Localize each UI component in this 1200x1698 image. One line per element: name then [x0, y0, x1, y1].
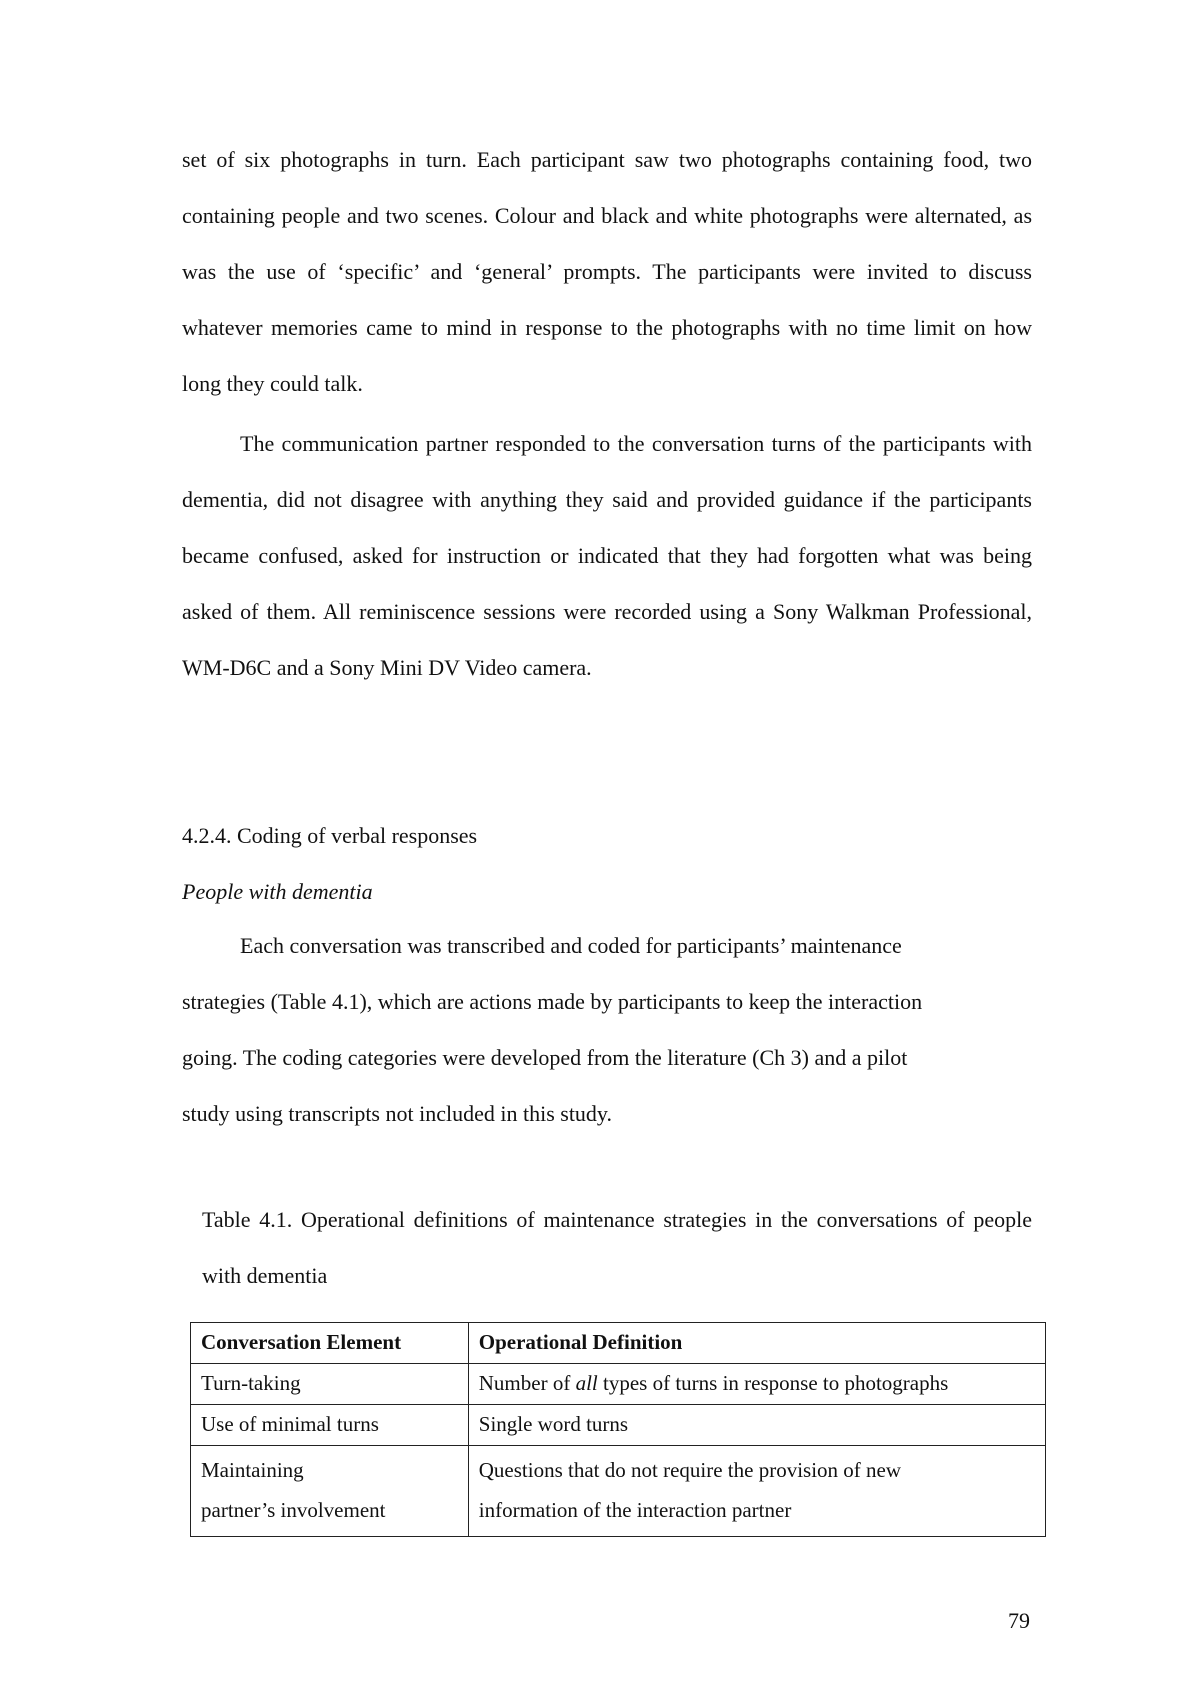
- definition-text: Number of: [478, 1371, 576, 1395]
- element-line: Maintaining: [201, 1458, 304, 1482]
- paragraph-3-line: Each conversation was transcribed and coded for participants’ maintenance: [240, 933, 902, 958]
- body-paragraph-2: The communication partner responded to the conversation turns of the participants with dementia, did not disagree with anything they said and provided guidance if the participants became confused, asked for instruction or indicated that they had forgotten what was being asked of them. All reminiscence sessions were recorded using a Sony Walkman Professional, WM-D6C and a Sony Mini DV Video camera.: [182, 431, 1032, 680]
- table-row: [191, 1405, 1046, 1446]
- table-caption: Table 4.1. Operational definitions of maintenance strategies in the conversations of people with dementia: [202, 1207, 1032, 1288]
- column-header-element: Conversation Element: [191, 1323, 469, 1364]
- body-paragraph-3: [182, 918, 1032, 1142]
- definition-emphasis: all: [575, 1371, 598, 1395]
- section-heading: 4.2.4. Coding of verbal responses: [182, 823, 478, 848]
- element-line: partner’s involvement: [201, 1498, 386, 1522]
- element-cell: [191, 1446, 469, 1537]
- paragraph-3-line: going. The coding categories were developed from the literature (Ch 3) and a pilot: [182, 1045, 908, 1070]
- paragraph-3-line: strategies (Table 4.1), which are actions made by participants to keep the interaction: [182, 989, 923, 1014]
- element-cell: Turn-taking: [191, 1364, 469, 1405]
- paragraph-3-line: study using transcripts not included in this study.: [182, 1101, 612, 1126]
- page-number: 79: [1008, 1608, 1030, 1633]
- definition-text: types of turns in response to photographs: [597, 1371, 949, 1395]
- column-header-definition: Operational Definition: [468, 1323, 1045, 1364]
- subheading: People with dementia: [182, 879, 373, 904]
- definition-cell: Single word turns: [468, 1405, 1045, 1446]
- definition-line: information of the interaction partner: [478, 1498, 792, 1522]
- element-cell: Use of minimal turns: [191, 1405, 469, 1446]
- table-row: [191, 1364, 1046, 1405]
- table-row: [191, 1446, 1046, 1537]
- definitions-table: [190, 1322, 1046, 1537]
- definition-cell: [468, 1446, 1045, 1537]
- definition-line: Questions that do not require the provision of new: [478, 1458, 902, 1482]
- body-paragraph-1: set of six photographs in turn. Each participant saw two photographs containing food, two containing people and two scenes. Colour and black and white photographs were alternated, as was the use of ‘specific’ and ‘general’ prompts. The participants were invited to discuss whatever memories came to mind in response to the photographs with no time limit on how long they could talk.: [182, 147, 1032, 396]
- table-header-row: [191, 1323, 1046, 1364]
- definition-cell: [468, 1364, 1045, 1405]
